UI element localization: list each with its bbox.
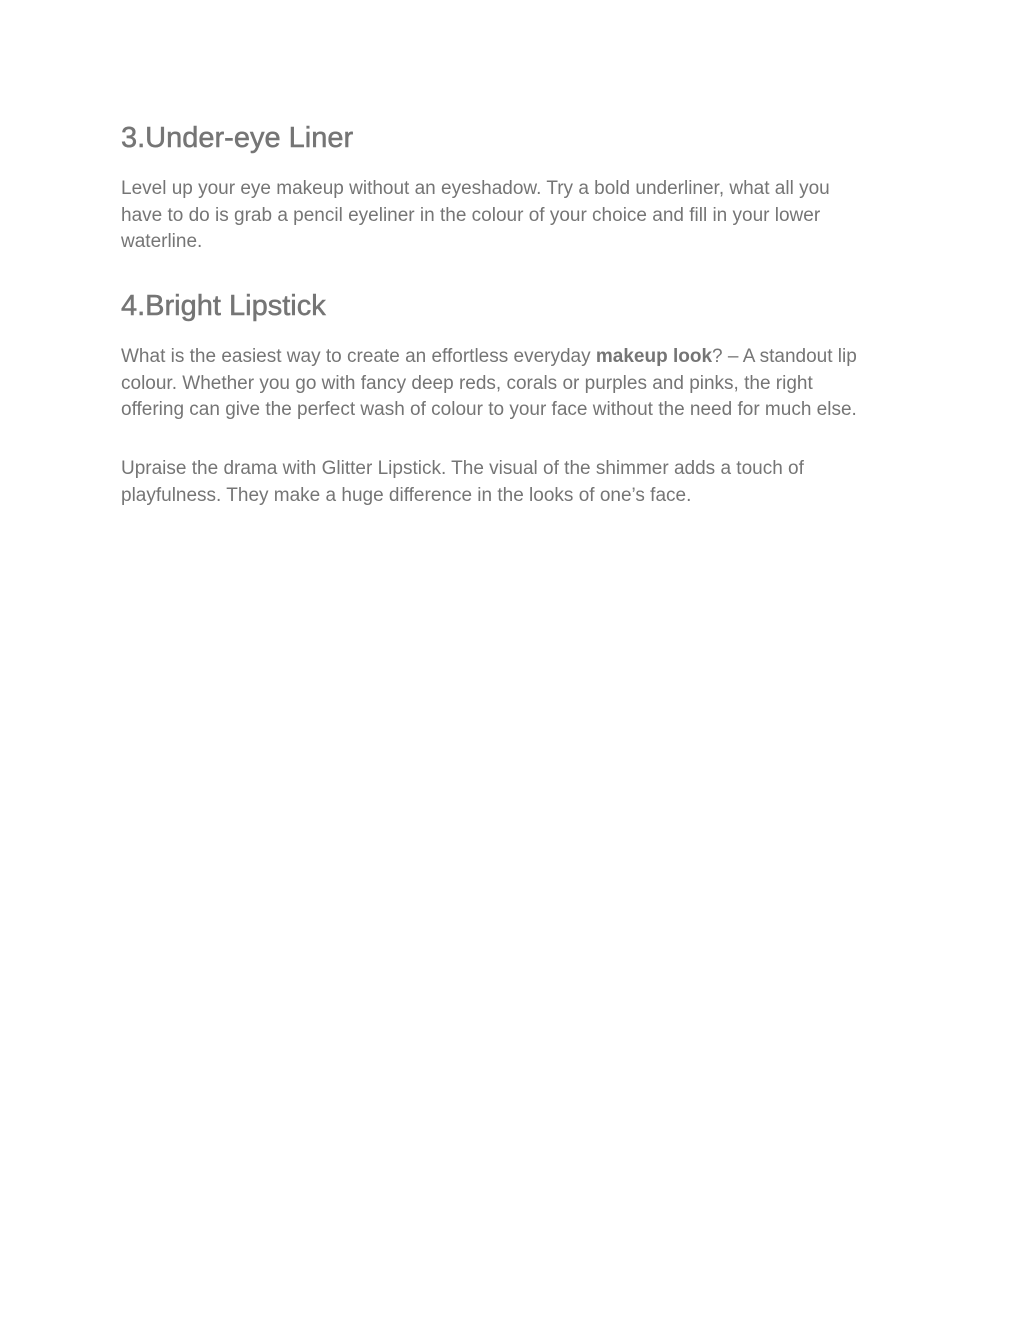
section-heading-under-eye-liner: 3.Under-eye Liner xyxy=(121,122,354,154)
bold-phrase-makeup-look: makeup look xyxy=(595,346,713,367)
section-heading-bright-lipstick: 4.Bright Lipstick xyxy=(121,290,326,322)
paragraph-text-after-bold: ? – A standout lip colour. Whether you go with fancy deep reds, corals or purples and pinks, the right offering can give the perfect wash of colour to your face without the need for much else. xyxy=(121,346,857,421)
paragraph-text-before-bold: What is the easiest way to create an effortless everyday xyxy=(121,346,596,367)
section-paragraph-glitter-lipstick: Upraise the drama with Glitter Lipstick. The visual of the shimmer adds a touch of playfulness. They make a huge difference in the looks of one’s face. xyxy=(121,458,804,506)
section-paragraph-bright-lipstick-intro xyxy=(121,344,857,424)
section-paragraph-under-eye-liner: Level up your eye makeup without an eyeshadow. Try a bold underliner, what all you have to do is grab a pencil eyeliner in the colour of your choice and fill in your lower waterline. xyxy=(121,178,830,253)
